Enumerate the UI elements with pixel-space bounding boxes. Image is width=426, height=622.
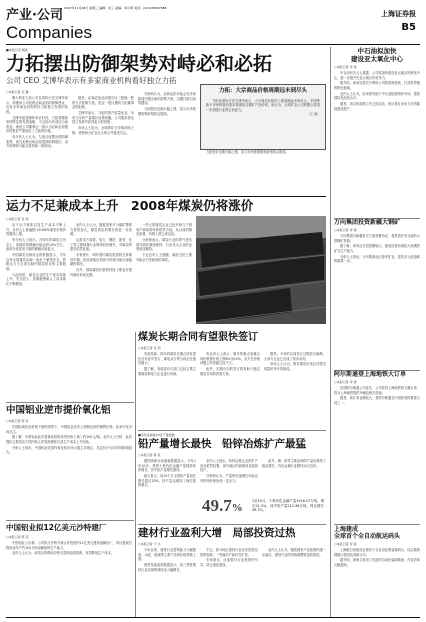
leadzinc-stat-callout [200, 497, 326, 521]
alumina-saudi-byline: ○本报记者 陈 其 [6, 535, 29, 539]
commentary-box [200, 84, 326, 150]
section-title-cn: 产业·公司 [6, 8, 63, 23]
paper-name: 上海证券报 [381, 10, 416, 18]
right-story-3-title: 阿尔斯通登上海地铁大订单 [334, 371, 407, 378]
building-headline: 建材行业盈利大增 局部投资过热 [138, 527, 296, 539]
building-column-2: 不过，部分地区建材行业存在投资过热的现象，一些落后产能仍在扩张。 专家建议，应加强对行业投资的引导，防止重复建设。 [200, 548, 258, 567]
alumina-byline: ○本报记者 陈 其 [6, 419, 29, 423]
alumina-headline: 中国铝业逆市提价氧化铝 [6, 405, 111, 416]
alumina-saudi-body: 中国铝业公告称，公司拟与沙特方面合作投资约12亿美元建设电解铝厂，项目建成后将形成年产约100万吨电解铝的生产能力。 业内人士认为，该项目将利用沙特丰富的能源资源，有效降低生产成本。 [6, 541, 132, 556]
alumina-saudi-headline: 中国铝业拟12亿美元沙特建厂 [6, 523, 107, 532]
leadzinc-column-1: 据国家统计局最新数据显示，今年1至10月，我国十种有色金属产量保持较快增长，其中铅产量增长最快。 统计显示，前10个月全国铅产量同比增长超过20%，锌产量也保持了两位数的增长。 [138, 459, 196, 488]
contract-column-1: 有消息称，明年的煤炭长期合同有望比往年更早签订，煤电双方的分歧正在逐步缩小。 据了解，发改委有关部门已经召集主要煤炭和电力企业进行协商。 [138, 352, 196, 376]
right-story-2-byline: ○本报记者 李 锋 [334, 228, 357, 232]
right-story-3 [334, 372, 420, 407]
right-story-4-title: 上海建成 全球首个全自动航运码头 [334, 526, 401, 540]
lead-column-3: 分析师认为，必和必拓可能会在未来数周内提出新的收购方案，以期打破目前的僵局。 力拓股价近期大幅上涨，显示市场预期收购价格将会提高。 [138, 92, 196, 116]
leadzinc-column-3: 此外，铜、铝等主要品种的产量也保持了稳定增长，有色金属行业整体运行良好。 [262, 459, 326, 468]
contract-column-3: 据悉，今年的合同签订过程较为顺利，大部分企业已完成了初步谈判。 市场人士认为，明年煤炭市场总体将呈现量价齐升的格局。 [264, 352, 326, 371]
leadzinc-headline: 铅产量增长最快 铅锌冶炼扩产最猛 [138, 438, 306, 450]
masthead [6, 5, 420, 45]
right-divider-3 [334, 524, 420, 525]
building-column-3: 业内人士认为，随着国家产业政策的进一步落实，建材行业的结构调整将加快推进。 [262, 548, 326, 557]
lead-bottom-rule [6, 196, 326, 197]
lead-byline: ○本报记者 应 鑫 [6, 90, 29, 94]
lead-kicker: ■本报记者 调查 [6, 48, 28, 52]
left-lower-divider [6, 402, 134, 403]
leadzinc-top-rule [138, 430, 326, 431]
right-story-4-byline: ○本报记者 李 锋 [334, 542, 357, 546]
coal-byline: ○本报记者 张 利 [6, 217, 29, 221]
right-story-2-title: 万向集团投资新疆大钢矿 [334, 219, 401, 226]
coal-train-image [196, 216, 326, 324]
lead-headline: 力拓摆出防御架势对峙必和必拓 [6, 53, 273, 75]
right-story-1-title: 中石油拟加快 建设亚太氧化中心 [351, 47, 403, 63]
coal-train-photo [196, 216, 326, 324]
right-story-4 [334, 526, 420, 569]
building-byline: ○本报记者 于 兵 [138, 542, 161, 546]
right-story-2-body: 万向集团与新疆有关方面签署协议，将投资开发当地的大型钢矿资源。 据了解，该项目总投资额较大，建成后将形成较大规模的矿石生产能力。 分析人士指出，万向集团此次进军矿业，是其多元化战略的重要一步。 [334, 234, 420, 264]
masthead-rule [6, 44, 420, 45]
right-story-2 [334, 220, 420, 265]
contract-byline: ○本报记者 张 利 [138, 346, 161, 350]
mid-vertical-divider [135, 332, 136, 618]
contract-headline: 煤炭长期合同有望狠快签订 [138, 332, 258, 343]
page-number: B5 [401, 22, 416, 33]
leadzinc-stat-number: 49.7% [202, 496, 243, 515]
commentary-signature: （王 锦） [307, 112, 320, 117]
coal-column-3: 一些大型煤炭企业已经开始与下游用户商谈明年的供货合同，从目前的情况来看，价格上涨已成定局。 分析师表示，煤炭行业的景气度有望在明年继续维持，行业龙头企业的业绩值得期待。 不过也有人士提醒，煤价过快上涨可能会引发政府的调控。 [136, 223, 192, 262]
leadzinc-kicker: ■有色金属前10月产量数据 [138, 433, 175, 437]
coal-column-1: 由于运力紧张以及生产成本不断上升，业内人士普遍预计2008年煤炭价格仍将继续上涨。 有分析人士指出，在明年的煤炭订货会上，电煤价格涨幅可能达到10%左右，而部分优质动力煤的涨幅可能更大。 中国煤炭运销协会的数据显示，今年以来全国煤炭运输一直处于紧张状态，铁路运力不足成为制约煤炭供应的主要瓶颈。 与此同时，煤炭企业的生产成本持续上升，安全投入、资源税费和人工成本都在不断增加。 [6, 223, 66, 286]
right-story-1-body: 中石油有关人士透露，公司将加快建设亚太地区的炼化中心，进一步提升在亚太地区的竞争力。 据介绍，该项目将充分利用公司的资源优势，打造世界级的炼化基地。 业内人士认为，此举将有助于中石油拓展海外市场，提高国际化经营水平。 据悉，项目的前期工作已经启动，预计将在未来几年内陆续建成投产。 [334, 71, 420, 111]
commentary-title: 力拓：大宗商品价格周期远未到尽头 [218, 88, 307, 94]
leadzinc-column-2: 业内人士指出，铅锌冶炼企业的扩产冲动依然较强，部分地区的新建项目陆续投产。 分析师认为，产量的快速增长可能会对铅锌价格形成一定压力。 [200, 459, 258, 483]
lead-column-1: 澳大利亚力拓公司首席执行官艾博华表示，即便该公司拒绝必和必拓的收购建议，也有多家商业机构看好力拓独立发展的前景。 艾博华接受媒体采访时说，力拓将继续坚持既定的发展战略，不会因为外部压力而改变。他说公司董事会一致认为必和必拓提出的报价严重低估了力拓的价值。 有分析人士认为，力拓目前摆出的防御架势，意在迫使必和必拓提高收购报价，双方的博弈可能还将持续一段时间。 [6, 96, 68, 149]
lead-subtitle: 公司 CEO 艾博华表示有多家商业机构看好独立力拓 [6, 76, 177, 85]
alumina-divider [6, 520, 134, 521]
right-story-4-body: 上海港日前建成全球首个全自动化集装箱码头，标志着我国港口建设达到新水平。 据介绍，该码头采用了先进的自动化装卸系统，作业效率大幅提高。 [334, 548, 420, 567]
page-bottom-rule [6, 617, 420, 618]
right-story-1 [334, 48, 420, 113]
commentary-body: 力拓首席执行官艾博华表示，大宗商品价格的上涨周期远未到尽头，中国等新兴市场的强劲需求将继续支撑矿产品价格。他认为，全球矿业公司的整合将进一步加强行业的定价能力。 [206, 98, 320, 112]
right-column-divider [330, 47, 331, 617]
right-story-1-byline: ○本报记者 李 锋 [334, 65, 357, 69]
section-title-en: Companies [6, 23, 92, 42]
lead-column-4: 力拓股价近期大幅上涨，显示市场预期收购价格将会提高。 [206, 150, 289, 154]
alumina-body: 在国际氧化铝价格下跌的背景下，中国铝业宣布上调氧化铝的销售价格，此举引发市场关注。 据了解，中国铝业此次将氧化铝的现货价格上调了约100元/吨。业内人士分析，此次提价主要是由于国内铝土矿资源紧张以及生产成本上升所致。 分析人士指出，中国铝业在国内氧化铝市场占据主导地位，其定价行为对市场影响较大。 [6, 425, 132, 455]
lead-column-2: 据悉，必和必拓此前提出以三股换一股的方式收购力拓，但这一提议遭到力拓董事会的拒绝。 艾博华表示，力拓的资产质量优良，未来几年的产量增长前景明确，公司股东将从独立发展中获得更大的回报。 市场人士指出，全球铁矿石价格持续上涨，使得两大矿业巨头的合并备受关注。 [72, 96, 134, 135]
right-story-3-body: 法国阿尔斯通公司宣布，公司获得上海地铁的大额订单，将为上海地铁提供车辆及相关设备。 据悉，该订单金额较大，是阿尔斯通在中国获得的重要合同之一。 [334, 386, 420, 405]
top-info-line: 2007年11月28日 星期三 编辑：张三 美编：李小明 电话：(021)38967888 [64, 6, 167, 10]
building-column-1: 今年以来，建材行业盈利能力大幅提高，水泥、玻璃等主要产品的价格持续上涨。 国家发改委的数据显示，前三季度建材行业实现利润同比大幅增长。 [138, 548, 196, 572]
coal-column-2: 业内人士认为，随着国家对小煤矿整顿力度的加大，煤炭供应的增长将进一步放缓。 从需求方面看，电力、钢铁、建材、化工等主要耗煤行业保持较快增长，对煤炭的需求依然旺盛。 专家预计，明年国内煤炭供需将总体保持平衡，但局部地区和部分时段可能出现偏紧的情况。 另外，国际煤炭价格的持续上涨也对国内煤价形成支撑。 [70, 223, 132, 277]
leadzinc-byline: ○本报记者 陈 其 [138, 453, 161, 457]
contract-column-2: 有业内人士表示，明年的重点电煤合同价格预计将上涨8%至10%，双方在价格问题上的差距已经不大。 此外，长期合同的签订将有助于稳定煤炭市场的供需关系。 [200, 352, 260, 376]
right-story-3-byline: ○本报记者 李 锋 [334, 380, 357, 384]
coal-headline: 运力不足兼成本上升 2008年煤炭仍将涨价 [6, 198, 254, 213]
leadzinc-stat-caption: 1至10月，十种有色金属产量1916.07万吨，增长21.5%，其中铅产量212.96万吨，同比增长49.7%。 [252, 499, 324, 513]
building-top-rule [138, 524, 326, 525]
